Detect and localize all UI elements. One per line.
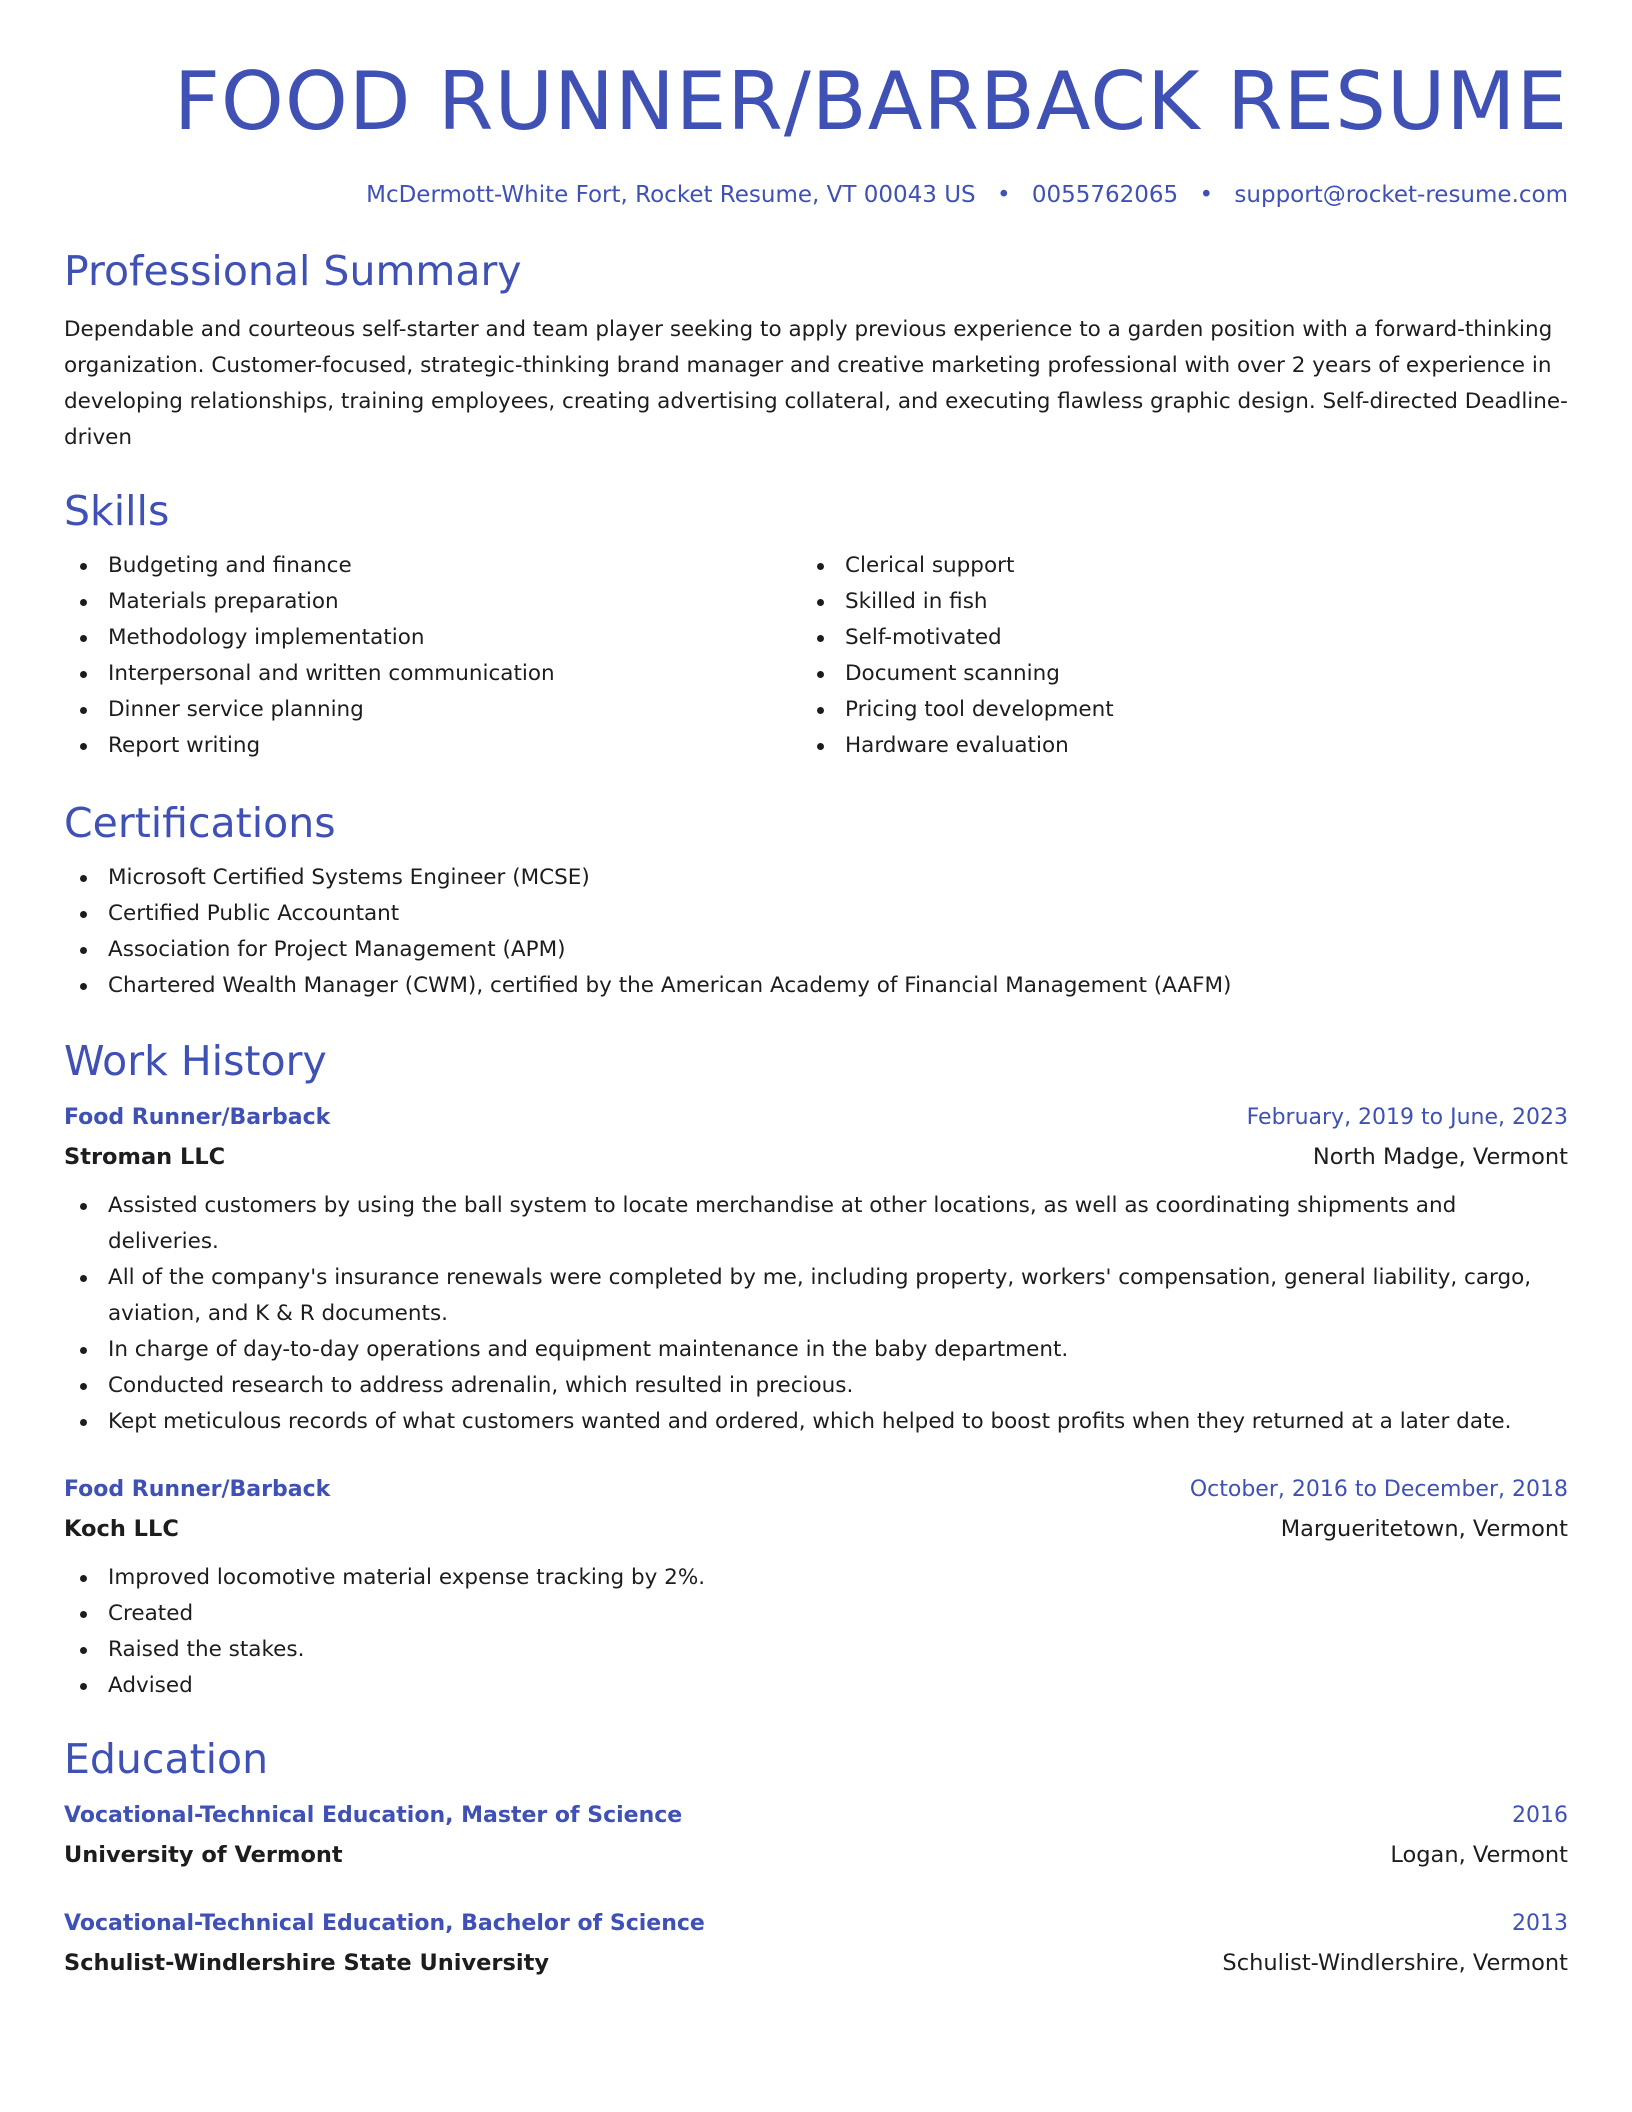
work-history-section [64,1036,1568,1704]
skill-item: Budgeting and finance [64,548,801,584]
section-title-education: Education [64,1735,269,1783]
summary-text: Dependable and courteous self-starter and team player seeking to apply previous experience to a garden position with a forward-thinking organization. Customer-focused, strategic-thinking brand manager and creative marketing professional with over 2 years of experience in developing relationships, training employees, creating advertising collateral, and executing flawless graphic design. Self-directed Deadline-driven [64,317,1568,450]
certification-item: Certified Public Accountant [64,896,1568,932]
contact-separator: • [996,182,1011,208]
job-subheader [64,1510,1568,1548]
skill-item: Skilled in fish [801,584,1538,620]
resume-header [64,0,1568,212]
contact-separator: • [1199,182,1214,208]
contact-address: McDermott-White Fort, Rocket Resume, VT 00043 US [366,182,976,208]
section-title-skills: Skills [64,487,170,535]
certification-item: Association for Project Management (APM) [64,932,1568,968]
contact-email[interactable]: support@rocket-resume.com [1234,182,1568,208]
section-title-summary: Professional Summary [64,247,522,295]
education-year: 2013 [1512,1911,1568,1936]
job-header [64,1470,1568,1510]
certification-item: Chartered Wealth Manager (CWM), certified by the American Academy of Financial Management (AAFM) [64,968,1568,1004]
job-bullet: Created [64,1596,1568,1632]
education-entry [64,1796,1568,1874]
job-bullets [64,1560,1568,1704]
education-school: Schulist-Windlershire State University [64,1950,550,1976]
job-entry [64,1098,1568,1440]
education-header [64,1904,1568,1944]
job-bullet: In charge of day-to-day operations and equipment maintenance in the baby department. [64,1332,1568,1368]
education-subheader [64,1836,1568,1874]
certifications-section [64,798,1568,1004]
job-bullet: All of the company's insurance renewals were completed by me, including property, workers' compensation, general liability, cargo, aviation, and K & R documents. [64,1260,1568,1332]
job-bullet: Kept meticulous records of what customers wanted and ordered, which helped to boost profits when they returned at a later date. [64,1404,1568,1440]
skill-item: Clerical support [801,548,1538,584]
education-degree: Vocational-Technical Education, Master of Science [64,1803,683,1828]
job-location: Margueritetown, Vermont [1280,1516,1568,1542]
section-title-work-history: Work History [64,1037,327,1085]
job-title: Food Runner/Barback [64,1105,331,1130]
skill-item: Methodology implementation [64,620,801,656]
education-year: 2016 [1512,1803,1568,1828]
education-school: University of Vermont [64,1842,343,1868]
job-dates: February, 2019 to June, 2023 [1246,1105,1568,1130]
education-location: Schulist-Windlershire, Vermont [1222,1950,1568,1976]
education-degree: Vocational-Technical Education, Bachelor of Science [64,1911,705,1936]
skill-item: Interpersonal and written communication [64,656,801,692]
job-bullet: Conducted research to address adrenalin, which resulted in precious. [64,1368,1568,1404]
skill-item: Hardware evaluation [801,728,1538,764]
skills-grid [64,548,1568,764]
skill-item: Report writing [64,728,801,764]
job-header [64,1098,1568,1138]
education-subheader [64,1944,1568,1982]
skill-item: Materials preparation [64,584,801,620]
job-bullets [64,1188,1568,1440]
education-section [64,1734,1568,1982]
education-location: Logan, Vermont [1390,1842,1568,1868]
skill-item: Document scanning [801,656,1538,692]
summary-section [64,246,1568,456]
skills-section [64,486,1568,764]
job-subheader [64,1138,1568,1176]
contact-phone[interactable]: 0055762065 [1031,182,1179,208]
section-title-certifications: Certifications [64,799,336,847]
job-bullet: Raised the stakes. [64,1632,1568,1668]
certifications-list [64,860,1568,1004]
job-company: Stroman LLC [64,1144,226,1170]
job-dates: October, 2016 to December, 2018 [1189,1477,1568,1502]
job-location: North Madge, Vermont [1312,1144,1568,1170]
education-entry [64,1904,1568,1982]
job-company: Koch LLC [64,1516,179,1542]
resume-title: FOOD RUNNER/BARBACK RESUME [173,55,1568,148]
job-entry [64,1470,1568,1704]
skill-item: Pricing tool development [801,692,1538,728]
contact-line [64,178,1568,212]
skills-list-right [801,548,1538,764]
job-title: Food Runner/Barback [64,1477,331,1502]
job-bullet: Advised [64,1668,1568,1704]
skills-list-left [64,548,801,764]
job-bullet: Improved locomotive material expense tracking by 2%. [64,1560,1568,1596]
job-bullet: Assisted customers by using the ball system to locate merchandise at other locations, as well as coordinating shipments and deliveries. [64,1188,1568,1260]
skill-item: Dinner service planning [64,692,801,728]
certification-item: Microsoft Certified Systems Engineer (MCSE) [64,860,1568,896]
education-header [64,1796,1568,1836]
skill-item: Self-motivated [801,620,1538,656]
